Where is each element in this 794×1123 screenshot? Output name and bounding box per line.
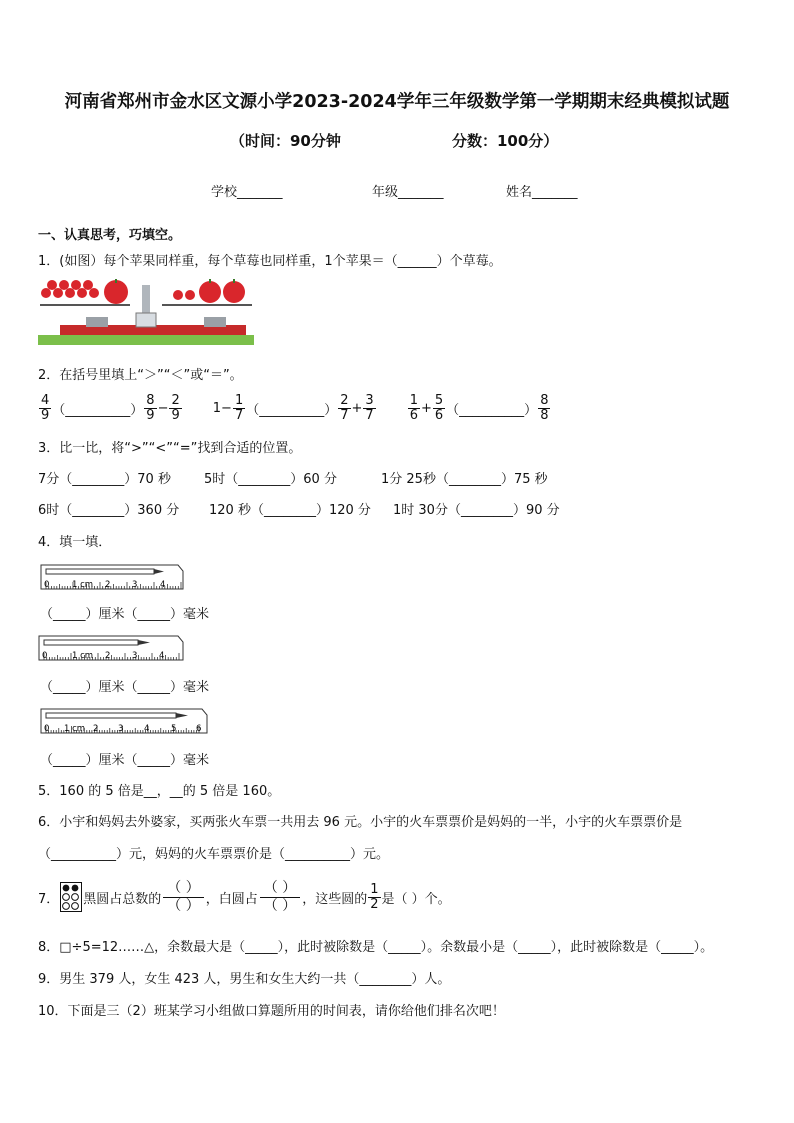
question-2: 2．在括号里填上“＞”“＜”或“＝”。: [38, 368, 243, 383]
question-8: 8．□÷5=12……△，余数最大是（_____），此时被除数是（_____）。余数最小是（_____），此时被除数是（_____）。: [38, 940, 714, 955]
exam-time: （时间：90分钟: [230, 132, 341, 150]
fraction: $\frac{8}{9}$: [146, 392, 155, 423]
ruler-label: 3: [132, 651, 138, 661]
ruler-label: 4: [159, 651, 165, 661]
answer-fraction[interactable]: $\frac{( )}{( )}$: [163, 880, 203, 915]
question-7-text[interactable]: 是（ ）个。: [381, 891, 451, 907]
plus-sign: +: [420, 400, 432, 416]
question-3-item[interactable]: 120 秒（________）120 分: [209, 503, 371, 518]
ruler-answer[interactable]: （_____）厘米（_____）毫米: [40, 753, 210, 768]
section-heading: 一、认真思考，巧填空。: [38, 228, 182, 243]
answer-blank[interactable]: （__________）: [52, 402, 144, 418]
fraction: $\frac{1}{2}$: [370, 881, 379, 912]
one-minus: 1−: [212, 400, 232, 416]
school-field[interactable]: 学校_______: [211, 185, 283, 200]
fraction: $\frac{2}{7}$: [340, 392, 349, 423]
fraction: $\frac{5}{6}$: [434, 392, 444, 423]
plus-sign: +: [351, 400, 363, 416]
ruler-label: 0: [44, 580, 50, 590]
answer-blank[interactable]: （__________）: [446, 402, 538, 418]
ruler-label: 5: [171, 724, 177, 734]
ruler-label: 4: [144, 724, 150, 734]
fraction: $\frac{1}{7}$: [234, 392, 244, 423]
fraction: $\frac{4}{9}$: [41, 392, 50, 423]
ruler-answer[interactable]: （_____）厘米（_____）毫米: [40, 680, 210, 695]
question-9: 9．男生 379 人，女生 423 人，男生和女生大约一共（________）人。: [38, 972, 451, 987]
ruler-answer[interactable]: （_____）厘米（_____）毫米: [40, 607, 210, 622]
answer-fraction[interactable]: $\frac{( )}{( )}$: [260, 880, 300, 915]
balance-scale-image: [38, 279, 254, 345]
question-3-item[interactable]: 1分 25秒（________）75 秒: [381, 472, 548, 487]
question-6-continued[interactable]: （__________）元，妈妈的火车票票价是（__________）元。: [38, 847, 390, 862]
question-3-item[interactable]: 7分（________）70 秒: [38, 472, 171, 487]
question-3-item[interactable]: 1时 30分（________）90 分: [393, 503, 560, 518]
answer-blank[interactable]: （__________）: [246, 402, 338, 418]
question-7-text: ，这些圆的: [302, 891, 368, 907]
ruler-label: 2: [93, 724, 99, 734]
ruler-label: 1 cm: [72, 580, 94, 590]
question-7: [38, 874, 451, 920]
question-10: 10．下面是三（2）班某学习小组做口算题所用的时间表，请你给他们排名次吧！: [38, 1004, 505, 1019]
question-7-text: ，白圆占: [205, 891, 258, 907]
ruler-label: 3: [118, 724, 124, 734]
question-3-item[interactable]: 6时（________）360 分: [38, 503, 180, 518]
ruler-image: [40, 563, 184, 591]
exam-score: 分数：100分）: [452, 132, 559, 150]
fraction: $\frac{8}{8}$: [540, 392, 549, 423]
fraction: $\frac{1}{6}$: [409, 392, 418, 423]
ruler-label: 0: [42, 651, 48, 661]
question-3-item[interactable]: 5时（________）60 分: [204, 472, 337, 487]
ruler-label: 4: [160, 580, 166, 590]
ruler-label: 3: [132, 580, 138, 590]
question-4: 4．填一填．: [38, 535, 112, 550]
page-title: 河南省郑州市金水区文源小学2023-2024学年三年级数学第一学期期末经典模拟试题: [64, 92, 730, 112]
ruler-label: 1 cm: [64, 724, 86, 734]
ruler-label: 2: [105, 651, 111, 661]
circles-icon: [60, 882, 82, 912]
question-2-items: [38, 390, 551, 426]
fraction: $\frac{2}{9}$: [171, 392, 180, 423]
grade-field[interactable]: 年级_______: [372, 185, 444, 200]
ruler-image: [38, 634, 184, 662]
ruler-label: 1 cm: [72, 651, 94, 661]
question-1: 1．(如图）每个苹果同样重，每个草莓也同样重，1个苹果＝（______）个草莓。: [38, 254, 502, 269]
ruler-label: 2: [105, 580, 111, 590]
question-3: 3．比一比，将“>”“<”“=”找到合适的位置。: [38, 441, 302, 456]
fraction: $\frac{3}{7}$: [365, 392, 374, 423]
question-7-text: 黑圆占总数的: [83, 891, 162, 907]
ruler-label: 6: [196, 724, 202, 734]
ruler-image: [40, 707, 208, 735]
question-number: 7．: [38, 891, 60, 907]
question-6: 6．小宇和妈妈去外婆家，买两张火车票一共用去 96 元。小宇的火车票票价是妈妈的一半，小宇的火车票票价是: [38, 815, 683, 830]
name-field[interactable]: 姓名_______: [506, 185, 578, 200]
question-5: 5．160 的 5 倍是__，__的 5 倍是 160。: [38, 784, 281, 799]
ruler-label: 0: [44, 724, 50, 734]
minus-sign: −: [157, 400, 169, 416]
